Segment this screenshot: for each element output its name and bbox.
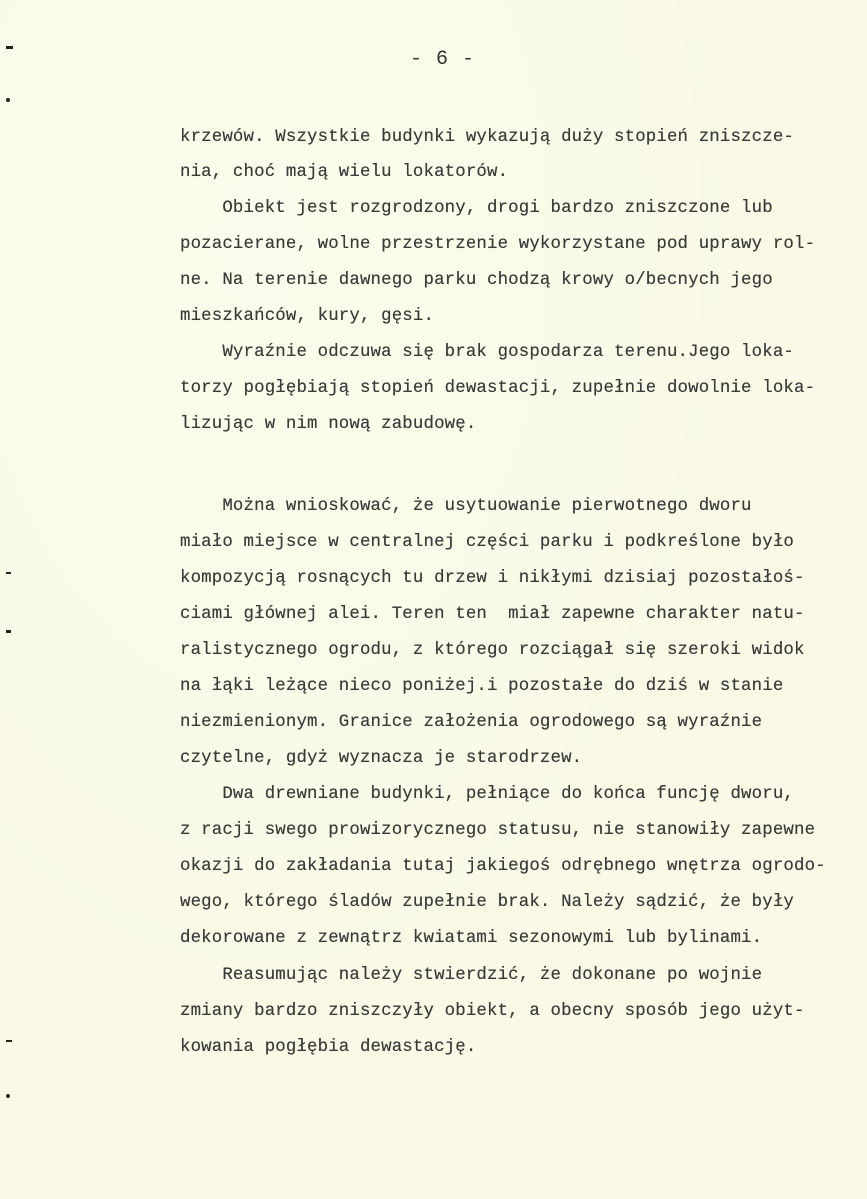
text-line: dekorowane z zewnątrz kwiatami sezonowymi lub bylinami. [180, 929, 763, 948]
text-line: Dwa drewniane budynki, pełniące do końca funcję dworu, [180, 785, 794, 804]
binder-mark [6, 1094, 10, 1098]
text-line: miało miejsce w centralnej części parku i podkreślone było [180, 533, 794, 552]
text-line: pozacierane, wolne przestrzenie wykorzystane pod uprawy rol- [180, 235, 816, 254]
text-line: mieszkańców, kury, gęsi. [180, 307, 435, 326]
page-number: - 6 - [410, 48, 476, 71]
text-line: wego, którego śladów zupełnie brak. Należy sądzić, że były [180, 893, 794, 912]
binder-mark [6, 1040, 12, 1042]
text-line: na łąki leżące nieco poniżej.i pozostałe do dziś w stanie [180, 677, 784, 696]
text-line: zmiany bardzo zniszczyły obiekt, a obecny sposób jego użyt- [180, 1002, 805, 1021]
binder-mark [6, 98, 10, 102]
text-line: ralistycznego ogrodu, z którego rozciągał się szeroki widok [180, 641, 805, 660]
text-line: okazji do zakładania tutaj jakiegoś odrębnego wnętrza ogrodo- [180, 857, 826, 876]
text-line: krzewów. Wszystkie budynki wykazują duży stopień zniszcze- [180, 128, 794, 147]
binder-mark [6, 630, 11, 633]
text-line: lizując w nim nową zabudowę. [180, 415, 477, 434]
text-line: Obiekt jest rozgrodzony, drogi bardzo zniszczone lub [180, 199, 773, 218]
text-line: kompozycją rosnących tu drzew i nikłymi dzisiaj pozostałoś- [180, 569, 805, 588]
binder-mark [6, 572, 11, 574]
text-line: Można wnioskować, że usytuowanie pierwotnego dworu [180, 497, 752, 516]
text-line: ciami głównej alei. Teren ten miał zapewne charakter natu- [180, 605, 805, 624]
text-line: z racji swego prowizorycznego statusu, nie stanowiły zapewne [180, 821, 816, 840]
text-line: torzy pogłębiają stopień dewastacji, zupełnie dowolnie loka- [180, 379, 816, 398]
text-line: niezmienionym. Granice założenia ogrodowego są wyraźnie [180, 713, 763, 732]
text-line: nia, choć mają wielu lokatorów. [180, 163, 509, 182]
text-line: ne. Na terenie dawnego parku chodzą krowy o/becnych jego [180, 271, 773, 290]
binder-mark [6, 46, 13, 49]
text-line: Reasumując należy stwierdzić, że dokonane po wojnie [180, 966, 763, 985]
text-line: czytelne, gdyż wyznacza je starodrzew. [180, 749, 583, 768]
text-line: Wyraźnie odczuwa się brak gospodarza terenu.Jego loka- [180, 343, 794, 362]
text-line: kowania pogłębia dewastację. [180, 1038, 477, 1057]
